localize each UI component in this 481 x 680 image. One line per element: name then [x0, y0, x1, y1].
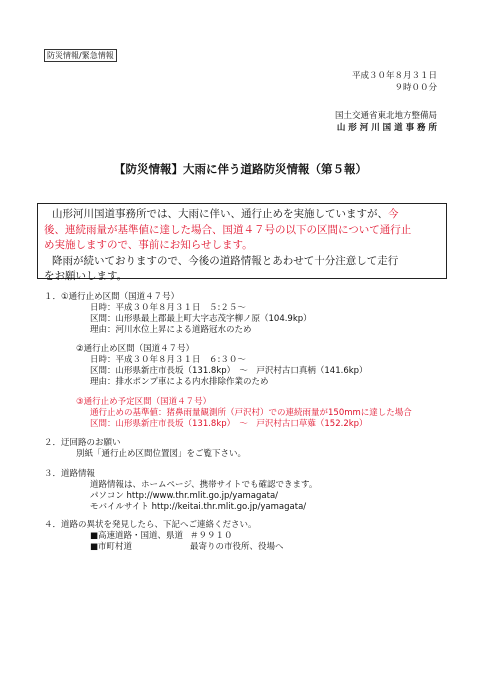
category-tag: 防災情報/緊急情報	[44, 49, 117, 62]
section-4-heading: ４．道路の異状を発見したら、下記へご連絡ください。	[44, 520, 257, 530]
closure-2-time: 日時：平成３０年８月３１日 ６:３０～	[90, 355, 246, 365]
detour-text: 別紙「通行止め区間位置図」をご覧下さい。	[76, 449, 247, 459]
org-bureau: 国土交通省東北地方整備局	[334, 111, 437, 121]
issue-time: ９時００分	[394, 83, 437, 93]
notice-line-4: 降雨が続いておりますので、今後の道路情報とあわせて十分注意して走行	[52, 254, 399, 267]
closure-3-heading: ③通行止め予定区間（国道４７号）	[76, 397, 212, 407]
closure-3-criterion: 通行止めの基準値：猪鼻雨量観測所（戸沢村）での連続雨量が150mmに達した場合	[90, 408, 412, 418]
closure-1-section: 区間：山形県最上郡最上町大字志茂字柳ノ原（104.9kp）	[90, 314, 312, 324]
contact-highway-label: ■高速道路・国道、県道	[90, 531, 184, 541]
closure-2-section: 区間：山形県新庄市長坂（131.8kp） ～ 戸沢村古口真柄（141.6kp）	[90, 366, 368, 376]
notice-line-2: 後、連続雨量が基準値に達した場合、国道４７号の以下の区間について通行止	[44, 223, 412, 236]
section-1-heading: １．①通行止め区間（国道４７号）	[44, 292, 180, 302]
closure-3-section: 区間：山形県新庄市長坂（131.8kp） ～ 戸沢村古口草薙（152.2kp）	[90, 419, 368, 429]
closure-1-time: 日時：平成３０年８月３１日 ５:２５～	[90, 303, 246, 313]
document-title: 【防災情報】大雨に伴う道路防災情報（第５報）	[114, 162, 367, 176]
section-2-heading: ２．迂回路のお願い	[44, 438, 121, 448]
closure-2-reason: 理由：排水ポンプ車による内水排除作業のため	[90, 377, 269, 387]
issue-date: 平成３０年８月３１日	[351, 71, 437, 81]
notice-line-3: め実施しますので、事前にお知らせします。	[44, 239, 253, 251]
org-office: 山 形 河 川 国 道 事 務 所	[336, 123, 437, 133]
closure-1-reason: 理由：河川水位上昇による道路冠水のため	[90, 325, 252, 335]
contact-municipal-label: ■市町村道	[90, 542, 133, 552]
contact-highway-number: ＃９９１０	[190, 531, 233, 541]
closure-2-heading: ②通行止め区間（国道４７号）	[76, 344, 195, 354]
pc-site-link[interactable]: パソコン http://www.thr.mlit.go.jp/yamagata/	[90, 491, 279, 501]
mobile-site-link[interactable]: モバイルサイト http://keitai.thr.mlit.go.jp/yamagata/	[90, 502, 307, 512]
notice-line-5: をお願いします。	[44, 270, 128, 282]
road-info-text: 道路情報は、ホームページ、携帯サイトでも確認できます。	[90, 480, 318, 490]
section-3-heading: ３．道路情報	[44, 469, 96, 479]
contact-municipal-target: 最寄りの市役所、役場へ	[190, 542, 284, 552]
notice-line-1: 山形河川国道事務所では、大雨に伴い、通行止めを実施していますが、今	[52, 208, 399, 220]
notice-box	[37, 203, 447, 282]
